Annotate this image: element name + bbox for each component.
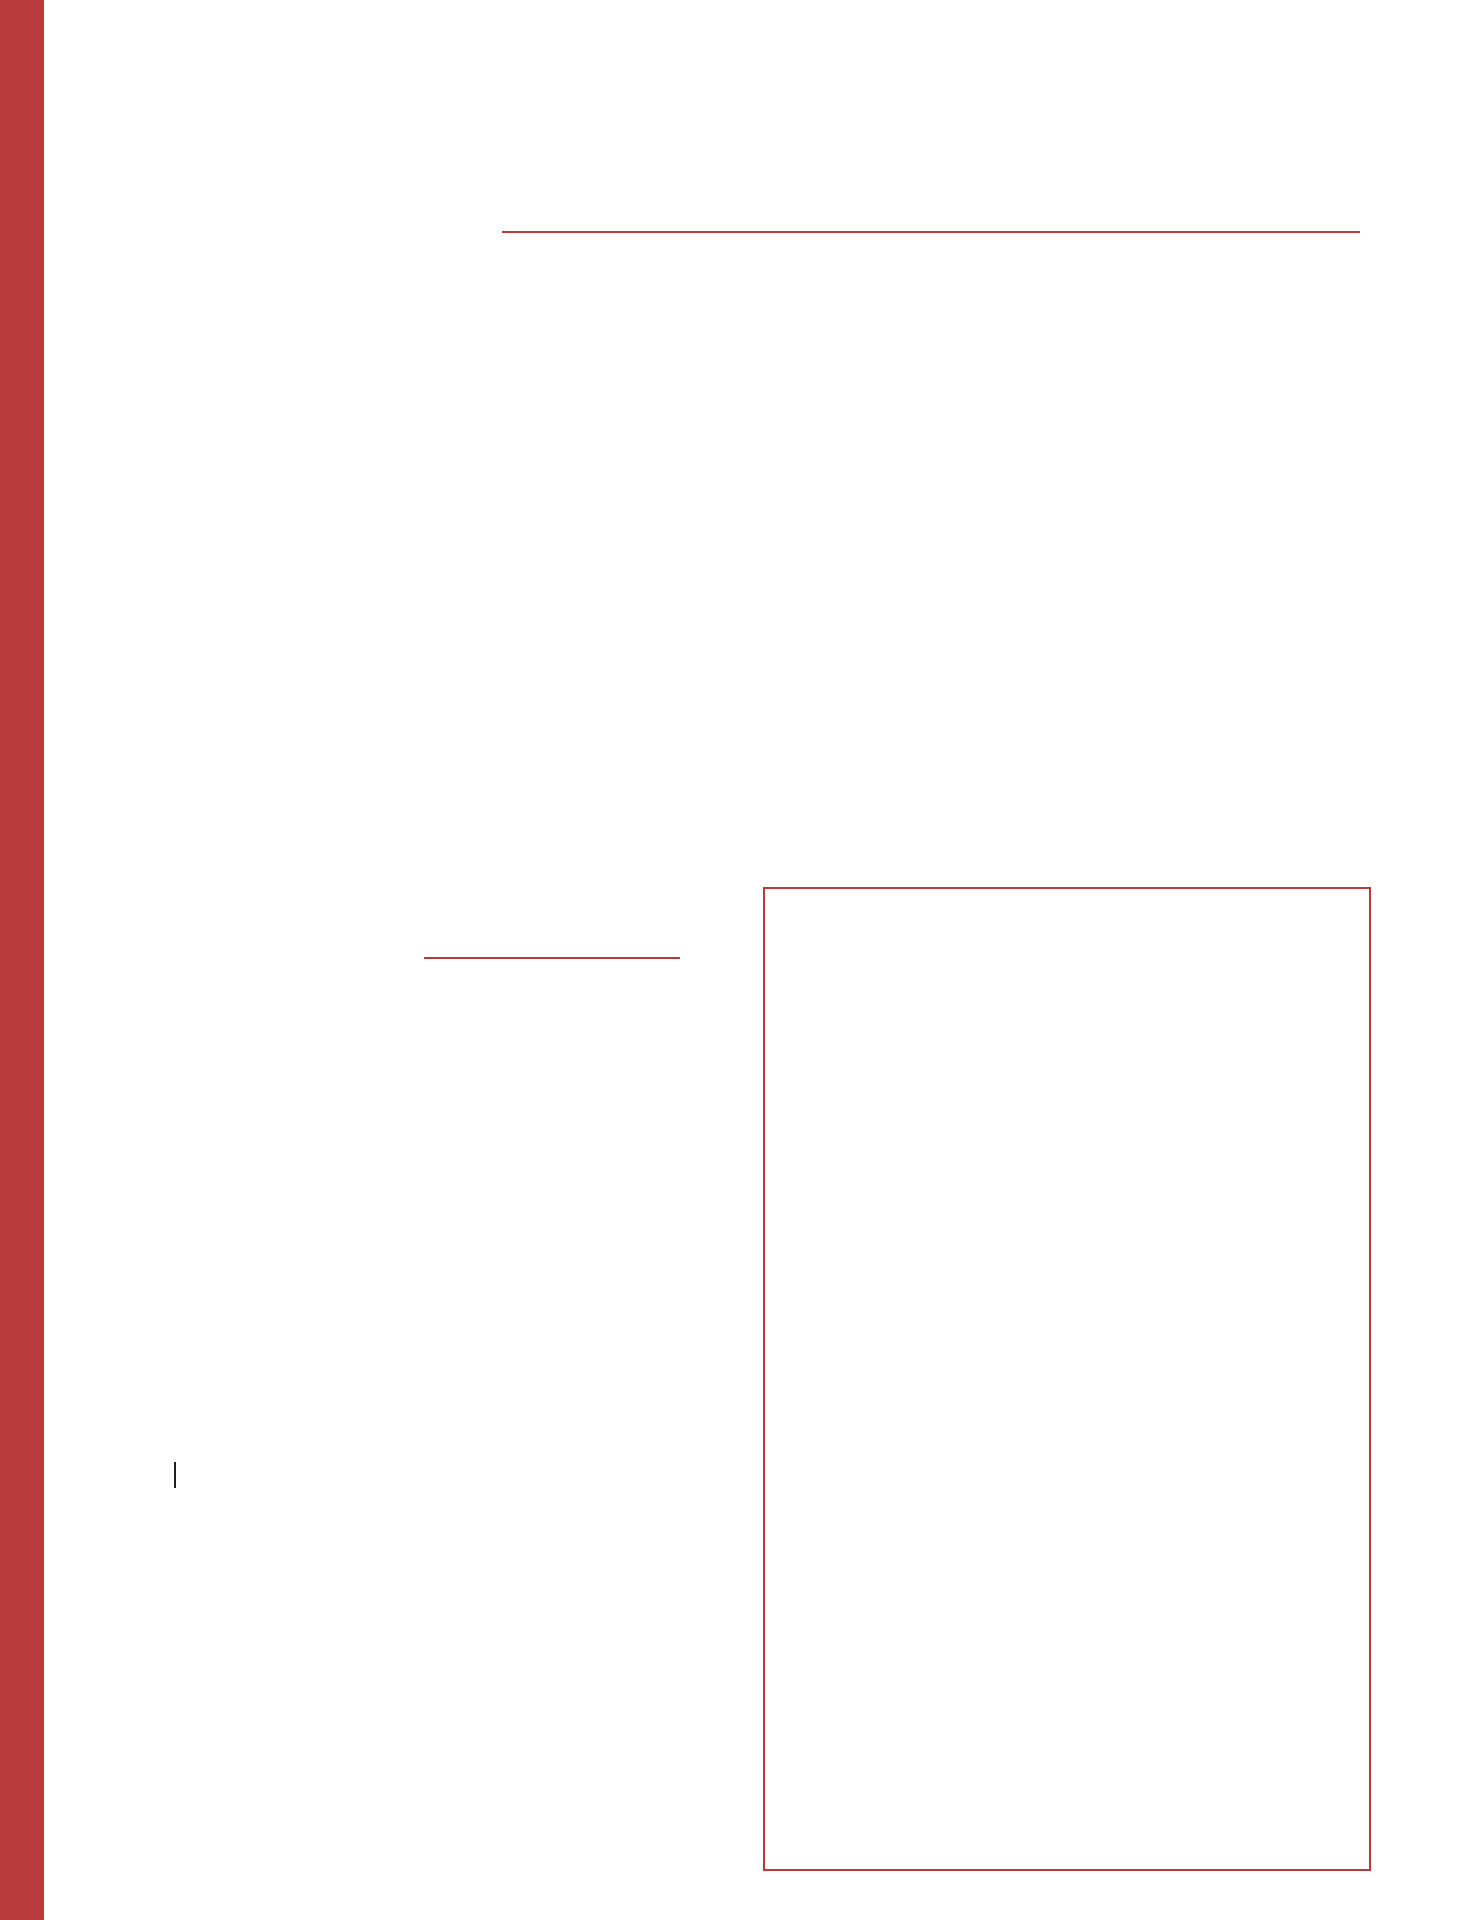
header-rule (502, 231, 1360, 233)
build-your-own-heading (150, 1462, 200, 1488)
crust-rule (424, 957, 680, 959)
left-accent-bar (0, 0, 44, 1920)
price-separator (174, 1462, 176, 1488)
on-the-side-box (763, 887, 1371, 1871)
